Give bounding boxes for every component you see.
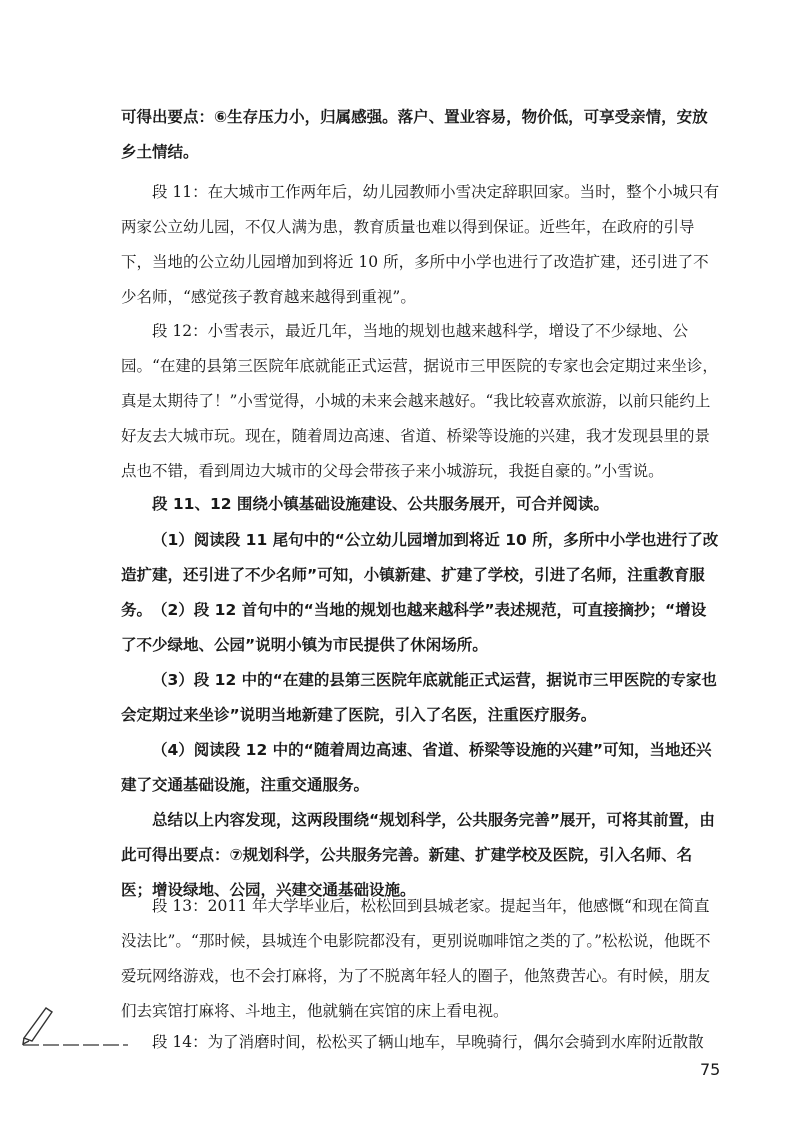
analysis-item-3: （3）段 12 中的“在建的县第三医院年底就能正式运营，据说市三甲医院的专家也会定期过来坐诊”说明当地新建了医院，引入了名医，注重医疗服务。 [121,671,717,724]
paragraph-13: 段 13：2011 年大学毕业后，松松回到县城老家。提起当年，他感慨“和现在简直没法比”。“那时候，县城连个电影院都没有，更别说咖啡馆之类的了。”松松说，他既不爱玩网络游戏，也不会打麻将，为了不脱离年轻人的圈子，他煞费苦心。有时候，朋友们去宾馆打麻将、斗地主，他就躺在宾馆的床上看电视。 [121,897,711,1020]
paragraph-12: 段 12：小雪表示，最近几年，当地的规划也越来越科学，增设了不少绿地、公园。“在建的县第三医院年底就能正式运营，据说市三甲医院的专家也会定期过来坐诊，真是太期待了！”小雪觉得，小城的未来会越来越好。“我比较喜欢旅游，以前只能约上好友去大城市玩。现在，随着周边高速、省道、桥梁等设施的兴建，我才发现县里的景点也不错，看到周边大城市的父母会带孩子来小城游玩，我挺自豪的。”小雪说。 [121,322,718,480]
page-number: 75 [700,1060,721,1079]
summary-7: 总结以上内容发现，这两段围绕“规划科学，公共服务完善”展开，可将其前置，由此可得出要点：⑦规划科学，公共服务完善。新建、扩建学校及医院，引入名师、名医；增设绿地、公园，兴建交通基础设施。 [121,811,715,899]
analysis-intro: 段 11、12 围绕小镇基础设施建设、公共服务展开，可合并阅读。 [152,495,609,513]
summary-6: 可得出要点：⑥生存压力小，归属感强。落户、置业容易，物价低，可享受亲情，安放乡土情结。 [121,108,708,161]
paragraph-14: 段 14：为了消磨时间，松松买了辆山地车，早晚骑行，偶尔会骑到水库附近散散 [152,1033,704,1051]
paragraph-11: 段 11：在大城市工作两年后，幼儿园教师小雪决定辞职回家。当时，整个小城只有两家公立幼儿园，不仅人满为患，教育质量也难以得到保证。近些年，在政府的引导下，当地的公立幼儿园增加到将近 10 所，多所中小学也进行了改造扩建，还引进了不少名师，“感觉孩子教育越来越得到重视”。 [121,183,720,306]
pen-icon [20,1000,135,1048]
analysis-item-4: （4）阅读段 12 中的“随着周边高速、省道、桥梁等设施的兴建”可知，当地还兴建了交通基础设施，注重交通服务。 [121,741,712,794]
analysis-item-2: （2）段 12 首句中的“当地的规划也越来越科学”表述规范，可直接摘抄；“增设了不少绿地、公园”说明小镇为市民提供了休闲场所。 [121,601,707,654]
analysis-item-1: （1）阅读段 11 尾句中的“公立幼儿园增加到将近 10 所，多所中小学也进行了改造扩建，还引进了不少名师”可知，小镇新建、扩建了学校，引进了名师，注重教育服务。 [121,531,719,619]
